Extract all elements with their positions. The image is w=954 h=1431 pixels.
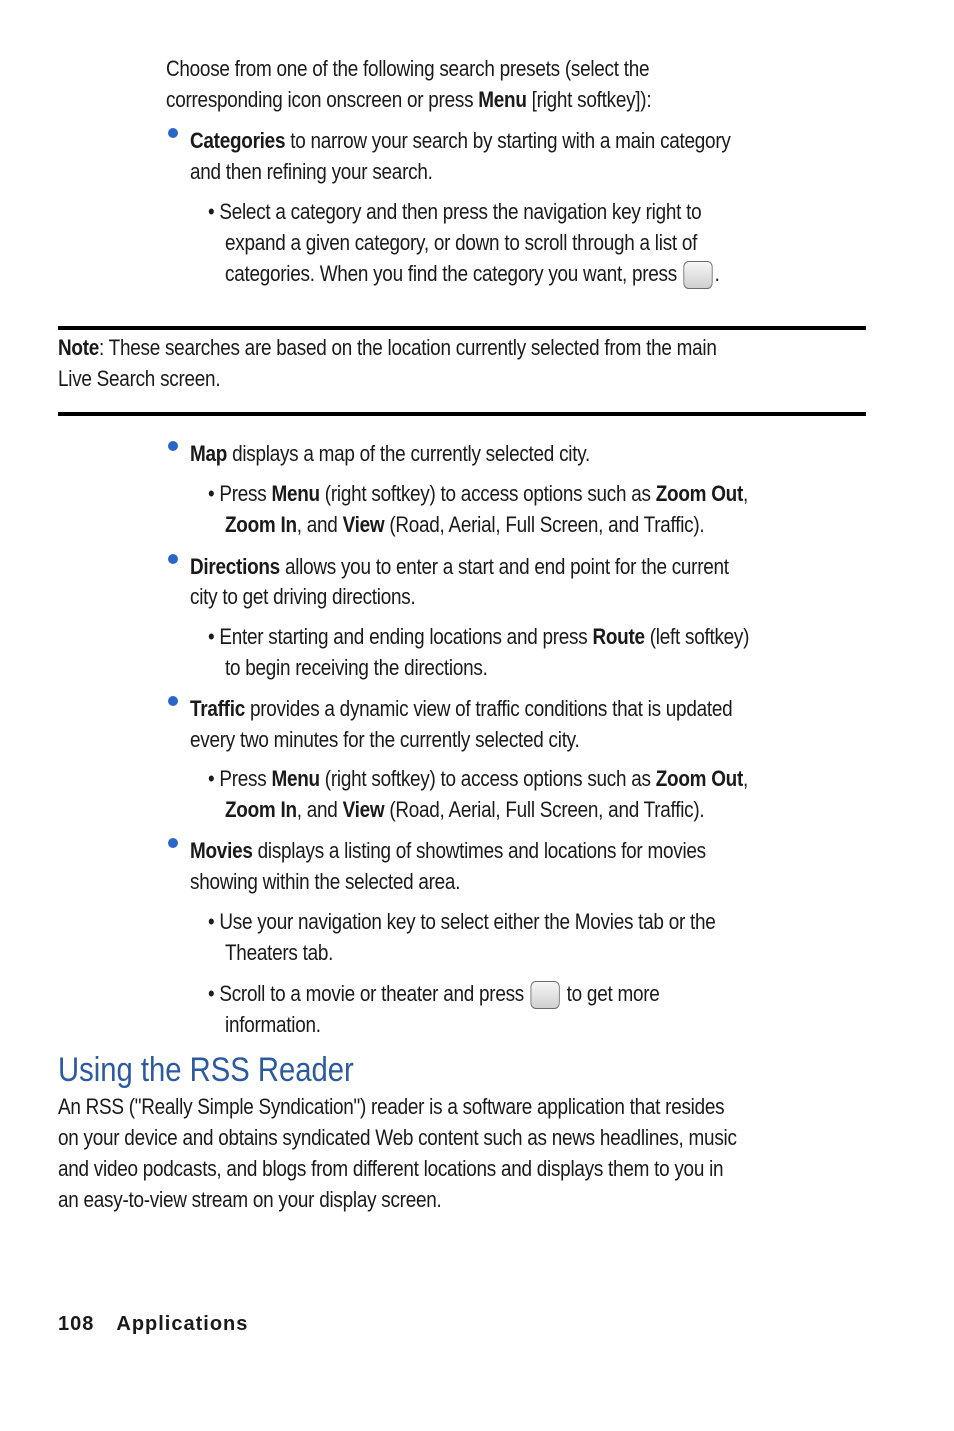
categories-sub-end: . bbox=[714, 261, 720, 286]
bullet-dot-icon bbox=[168, 128, 178, 138]
traffic-sub-line-1 bbox=[208, 763, 748, 794]
directions-sub-text: • Enter starting and ending locations and press bbox=[208, 624, 593, 649]
rss-line-3: and video podcasts, and blogs from different locations and displays them to you in bbox=[58, 1156, 724, 1181]
map-term: Map bbox=[190, 441, 228, 466]
traffic-sub-text: • Press bbox=[208, 766, 272, 791]
categories-line-1 bbox=[190, 125, 731, 156]
zoom-in-term: Zoom In bbox=[225, 797, 297, 822]
traffic-text: provides a dynamic view of traffic conditions that is updated bbox=[244, 696, 733, 721]
intro-text: corresponding icon onscreen or press bbox=[166, 87, 479, 112]
categories-sub-text: categories. When you find the category you want, press bbox=[225, 261, 682, 286]
rss-line-1: An RSS ("Really Simple Syndication") reader is a software application that resides bbox=[58, 1094, 725, 1119]
menu-term: Menu bbox=[271, 481, 320, 506]
directions-text: allows you to enter a start and end point for the current bbox=[279, 554, 729, 579]
ok-key-icon bbox=[531, 981, 560, 1009]
view-term: View bbox=[342, 512, 385, 537]
bullet-dot-icon bbox=[168, 441, 178, 451]
movies-term: Movies bbox=[190, 838, 253, 863]
map-text: displays a map of the currently selected city. bbox=[227, 441, 591, 466]
bullet-dot-icon bbox=[168, 554, 178, 564]
note-bottom-rule bbox=[58, 412, 866, 416]
map-sub-text: (right softkey) to access options such as bbox=[319, 481, 656, 506]
movies-sub2-line-2: information. bbox=[225, 1012, 321, 1037]
section-name: Applications bbox=[116, 1313, 249, 1335]
map-sub-text: , and bbox=[296, 512, 343, 537]
rss-line-2: on your device and obtains syndicated Web content such as news headlines, music bbox=[58, 1125, 737, 1150]
rss-line-4: an easy-to-view stream on your display screen. bbox=[58, 1187, 442, 1212]
intro-line-1: Choose from one of the following search presets (select the bbox=[166, 56, 650, 81]
categories-text: to narrow your search by starting with a main category bbox=[285, 128, 731, 153]
page-number: 108 bbox=[58, 1313, 95, 1335]
directions-line-2: city to get driving directions. bbox=[190, 584, 416, 609]
movies-sub1-line-2: Theaters tab. bbox=[225, 940, 334, 965]
map-sub-text: • Press bbox=[208, 481, 272, 506]
traffic-sub-text: , bbox=[743, 766, 748, 791]
directions-line-1 bbox=[190, 551, 729, 582]
intro-text-end: [right softkey]): bbox=[526, 87, 652, 112]
note-line-1 bbox=[58, 332, 717, 363]
traffic-line-2: every two minutes for the currently selected city. bbox=[190, 727, 580, 752]
menu-term: Menu bbox=[271, 766, 320, 791]
movies-sub1-line-1: • Use your navigation key to select either the Movies tab or the bbox=[208, 909, 716, 934]
movies-text: displays a listing of showtimes and locations for movies bbox=[252, 838, 706, 863]
categories-sub-line-1: • Select a category and then press the navigation key right to bbox=[208, 199, 702, 224]
ok-key-icon bbox=[684, 261, 713, 289]
zoom-out-term: Zoom Out bbox=[655, 766, 744, 791]
zoom-in-term: Zoom In bbox=[225, 512, 297, 537]
map-sub-line-2 bbox=[225, 509, 704, 540]
traffic-sub-line-2 bbox=[225, 794, 704, 825]
map-line-1 bbox=[190, 438, 590, 469]
movies-line-2: showing within the selected area. bbox=[190, 869, 461, 894]
categories-sub-line-2: expand a given category, or down to scroll through a list of bbox=[225, 230, 698, 255]
traffic-sub-text: (right softkey) to access options such as bbox=[319, 766, 656, 791]
intro-line-2 bbox=[166, 84, 651, 115]
movies-sub2-line-1 bbox=[208, 978, 660, 1009]
directions-sub-line-2: to begin receiving the directions. bbox=[225, 655, 488, 680]
note-top-rule bbox=[58, 326, 866, 330]
categories-sub-line-3 bbox=[225, 258, 720, 289]
view-term: View bbox=[342, 797, 385, 822]
categories-line-2: and then refining your search. bbox=[190, 159, 433, 184]
page-footer bbox=[58, 1313, 248, 1336]
route-term: Route bbox=[592, 624, 645, 649]
note-label: Note bbox=[58, 335, 100, 360]
map-sub-text: (Road, Aerial, Full Screen, and Traffic). bbox=[384, 512, 705, 537]
map-sub-text: , bbox=[743, 481, 748, 506]
map-sub-line-1 bbox=[208, 478, 748, 509]
movies-sub-text: • Scroll to a movie or theater and press bbox=[208, 981, 529, 1006]
bullet-dot-icon bbox=[168, 696, 178, 706]
zoom-out-term: Zoom Out bbox=[655, 481, 744, 506]
movies-sub-text: to get more bbox=[561, 981, 660, 1006]
bullet-dot-icon bbox=[168, 838, 178, 848]
directions-term: Directions bbox=[190, 554, 280, 579]
categories-term: Categories bbox=[190, 128, 286, 153]
traffic-line-1 bbox=[190, 693, 732, 724]
menu-term: Menu bbox=[478, 87, 527, 112]
directions-sub-line-1 bbox=[208, 621, 749, 652]
traffic-sub-text: (Road, Aerial, Full Screen, and Traffic). bbox=[384, 797, 705, 822]
traffic-term: Traffic bbox=[190, 696, 245, 721]
section-heading: Using the RSS Reader bbox=[58, 1051, 354, 1089]
note-line-2: Live Search screen. bbox=[58, 366, 221, 391]
note-text: : These searches are based on the location currently selected from the main bbox=[99, 335, 717, 360]
directions-sub-text: (left softkey) bbox=[644, 624, 750, 649]
traffic-sub-text: , and bbox=[296, 797, 343, 822]
movies-line-1 bbox=[190, 835, 706, 866]
